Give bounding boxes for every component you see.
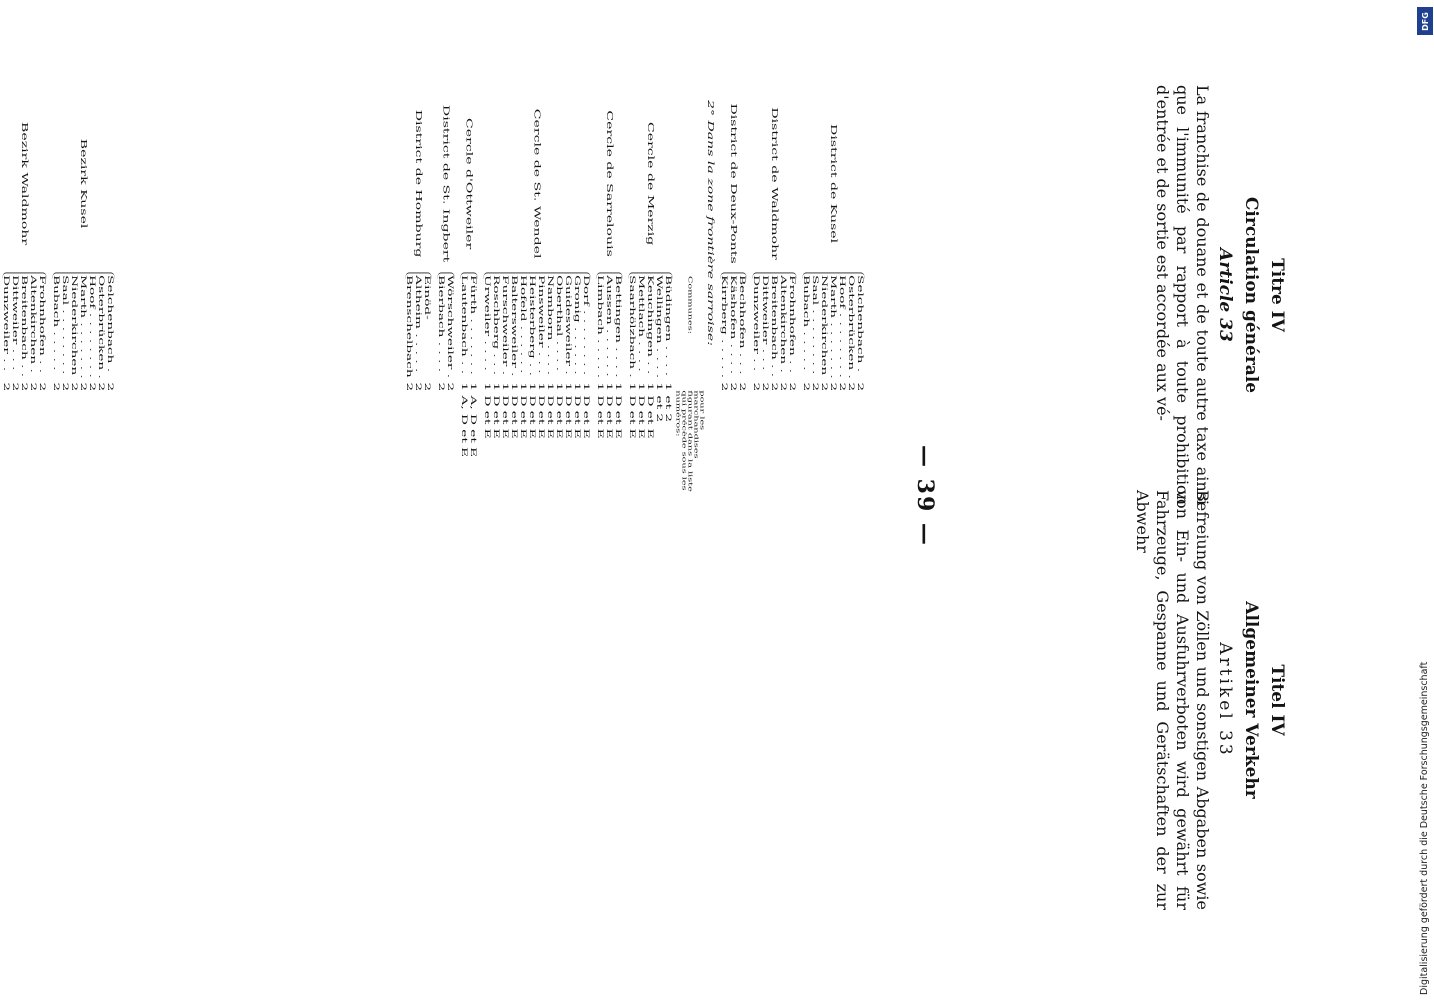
french-titre-sub: Circulation générale bbox=[1241, 196, 1261, 394]
french-cercle-entry bbox=[664, 275, 673, 479]
french-cercle-entry bbox=[655, 275, 664, 479]
commune-name: Wörschweiler . . . bbox=[446, 275, 455, 379]
commune-name: Marth . . . bbox=[79, 275, 88, 379]
french-col-communes: Communes: bbox=[687, 276, 694, 335]
french-district-group bbox=[752, 100, 797, 874]
french-cercle-entry bbox=[605, 275, 614, 479]
goods-numbers: 2 bbox=[802, 382, 811, 392]
french-cercle-entry bbox=[414, 275, 423, 479]
goods-numbers: 1 D et E bbox=[637, 382, 646, 439]
french-cercle-entry bbox=[446, 275, 455, 479]
french-cercle-entry bbox=[546, 275, 555, 479]
french-district-entry bbox=[847, 275, 856, 479]
dfg-logo bbox=[1417, 7, 1433, 35]
french-district-entry bbox=[788, 275, 797, 479]
commune-name: Pinsweiler . . . bbox=[537, 275, 546, 379]
commune-name: Frohnhofen . . . bbox=[788, 275, 797, 379]
french-cercle-label: Cercle de Merzig bbox=[646, 121, 656, 246]
commune-name: Niederkirchen . . . bbox=[820, 275, 829, 379]
commune-name: Fürth . . . bbox=[469, 275, 478, 379]
commune-name: Frohnhofen . . . bbox=[38, 275, 47, 379]
commune-name: Niederkirchen . . . bbox=[70, 275, 79, 379]
commune-name: Altenkirchen . . . bbox=[779, 275, 788, 379]
french-cercle-entry bbox=[573, 275, 582, 479]
german-title-block bbox=[1132, 490, 1290, 910]
german-district-entry bbox=[106, 275, 115, 479]
commune-name: Altheim . . . bbox=[414, 275, 423, 379]
commune-name: Breitenbach . . . bbox=[770, 275, 779, 379]
commune-name: Dunzweiler . . . bbox=[752, 275, 761, 379]
french-cercle-entry bbox=[637, 275, 646, 479]
commune-name: Breitenbach . . . bbox=[20, 275, 29, 379]
french-cercle-label: District de Homburg bbox=[414, 109, 424, 258]
goods-numbers: 2 bbox=[2, 382, 11, 392]
goods-numbers: 1 et 2 bbox=[655, 382, 664, 423]
french-district-entry bbox=[738, 275, 747, 479]
goods-numbers: 2 bbox=[437, 382, 446, 392]
french-article: Article 33 bbox=[1215, 248, 1235, 342]
german-district-entry bbox=[11, 275, 20, 479]
brace bbox=[628, 272, 673, 479]
commune-name: Mettlach . . . bbox=[637, 275, 646, 379]
brace bbox=[483, 272, 591, 479]
german-district-entry bbox=[20, 275, 29, 479]
french-cercle-entry bbox=[405, 275, 414, 479]
goods-numbers: 2 bbox=[788, 382, 797, 392]
digitization-credit: Digitalisierung gefördert durch die Deutsche Forschungsgemeinschaft bbox=[1419, 661, 1430, 995]
goods-numbers: 1 D et E bbox=[596, 382, 605, 439]
french-cercle-group bbox=[596, 100, 623, 874]
french-cercle-group bbox=[628, 100, 673, 874]
commune-name: Käshofen . . . bbox=[729, 275, 738, 379]
french-cercle-label: Cercle de St. Wendel bbox=[532, 108, 542, 259]
goods-numbers: 2 bbox=[779, 382, 788, 392]
commune-name: Bechhofen . . . bbox=[738, 275, 747, 379]
commune-name: Limbach . . . bbox=[596, 275, 605, 379]
french-district-entry bbox=[838, 275, 847, 479]
german-district-entry bbox=[79, 275, 88, 479]
goods-numbers: 1 D et E bbox=[614, 382, 623, 439]
goods-numbers: 2 bbox=[829, 382, 838, 392]
commune-name: Lautenbach . . . bbox=[460, 275, 469, 379]
commune-name: Hoof . . . bbox=[88, 275, 97, 379]
goods-numbers: 2 bbox=[29, 382, 38, 392]
german-titel: Titel IV bbox=[1267, 664, 1287, 736]
goods-numbers: 1 D et E bbox=[492, 382, 501, 439]
commune-name: Saarhölzbach . . . bbox=[628, 275, 637, 379]
brace bbox=[405, 272, 432, 479]
commune-name: Dittweiler . . . bbox=[761, 275, 770, 379]
goods-numbers: 1 D et E bbox=[510, 382, 519, 439]
french-cercle-entry bbox=[437, 275, 446, 479]
commune-name: Guidesweiler . . . bbox=[564, 275, 573, 379]
french-paragraph: La franchise de douane et de toute autre taxe ainsi que l'immunité par rapport à toute prohibition d'entrée et de sortie est accordée aux vé- bbox=[1153, 85, 1212, 505]
commune-name: Saal . . . bbox=[61, 275, 70, 379]
french-district-entry bbox=[729, 275, 738, 479]
german-district-entry bbox=[61, 275, 70, 479]
commune-name: Selchenbach . . . bbox=[856, 275, 865, 379]
goods-numbers: 2 bbox=[847, 382, 856, 392]
commune-name: Selchenbach . . . bbox=[106, 275, 115, 379]
french-district-entry bbox=[720, 275, 729, 479]
goods-numbers: 2 bbox=[761, 382, 770, 392]
french-titre: Titre IV bbox=[1267, 258, 1287, 332]
commune-name: Dittweiler . . . bbox=[11, 275, 20, 379]
french-district-label: District de Deux-Ponts bbox=[729, 103, 739, 264]
goods-numbers: 2 bbox=[38, 382, 47, 392]
french-cercle-group bbox=[483, 100, 591, 874]
goods-numbers: 1 D et E bbox=[537, 382, 546, 439]
french-cercle-entry bbox=[628, 275, 637, 479]
french-cercle-entry bbox=[555, 275, 564, 479]
french-district-entry bbox=[779, 275, 788, 479]
goods-numbers: 2 bbox=[88, 382, 97, 392]
goods-numbers: 2 bbox=[738, 382, 747, 392]
french-section-heading: 2° Dans la zone frontière sarroise: bbox=[706, 100, 716, 346]
goods-numbers: 1 D et E bbox=[582, 382, 591, 439]
german-district-entry bbox=[38, 275, 47, 479]
goods-numbers: 2 bbox=[20, 382, 29, 392]
french-title-block bbox=[1152, 85, 1290, 505]
french-district-entry bbox=[820, 275, 829, 479]
german-district-entry bbox=[97, 275, 106, 479]
brace bbox=[2, 272, 47, 479]
german-titel-sub: Allgemeiner Verkehr bbox=[1241, 601, 1261, 799]
french-district-group bbox=[802, 100, 865, 874]
commune-name: Altenkirchen . . . bbox=[29, 275, 38, 379]
french-cercle-entry bbox=[537, 275, 546, 479]
page-number: — 39 — bbox=[912, 445, 938, 547]
french-col-goods: pour les marchandises figurant dans la liste qui précède sous les numéros: bbox=[675, 390, 706, 492]
goods-numbers: 1 D et E bbox=[483, 382, 492, 439]
german-column bbox=[0, 100, 115, 874]
french-cercle-entry bbox=[501, 275, 510, 479]
goods-numbers: 2 bbox=[820, 382, 829, 392]
french-district-list bbox=[720, 100, 865, 874]
german-district-entry bbox=[29, 275, 38, 479]
goods-numbers: 2 bbox=[752, 382, 761, 392]
commune-name: Bierbach . . . bbox=[437, 275, 446, 379]
dfg-logo-text: DFG bbox=[1420, 11, 1430, 31]
german-district-label: Bezirk Kusel bbox=[79, 138, 89, 229]
goods-numbers: 2 bbox=[856, 382, 865, 392]
french-cercle-entry bbox=[460, 275, 469, 479]
brace bbox=[752, 272, 797, 479]
goods-numbers: 1 A, D et E bbox=[469, 382, 478, 458]
goods-numbers: 1 D et E bbox=[519, 382, 528, 439]
german-district-group bbox=[52, 100, 115, 874]
commune-name: Büdingen . . . bbox=[664, 275, 673, 379]
brace bbox=[802, 272, 865, 479]
french-column bbox=[400, 100, 865, 874]
goods-numbers: 1 D et E bbox=[564, 382, 573, 439]
commune-name: Wellingen . . . bbox=[655, 275, 664, 379]
commune-name: Marth . . . bbox=[829, 275, 838, 379]
commune-name: Dorf . . . bbox=[582, 275, 591, 379]
goods-numbers: 2 bbox=[70, 382, 79, 392]
german-district-entry bbox=[2, 275, 11, 479]
french-district-label: District de Kusel bbox=[829, 124, 839, 244]
commune-name: Einöd- . . . bbox=[423, 275, 432, 379]
goods-numbers: 2 bbox=[811, 382, 820, 392]
commune-name: Bettingen . . . bbox=[614, 275, 623, 379]
german-artikel: Artikel 33 bbox=[1215, 642, 1235, 758]
goods-numbers: 1 D et E bbox=[528, 382, 537, 439]
german-district-group bbox=[2, 100, 47, 874]
commune-name: Bubach . . . bbox=[52, 275, 61, 379]
french-cercle-entry bbox=[582, 275, 591, 479]
brace bbox=[437, 272, 455, 479]
brace bbox=[460, 272, 478, 479]
french-cercle-entry bbox=[519, 275, 528, 479]
german-district-entry bbox=[70, 275, 79, 479]
french-district-group bbox=[720, 100, 747, 874]
commune-name: Hoof . . . bbox=[838, 275, 847, 379]
brace bbox=[596, 272, 623, 479]
commune-name: Dunzweiler . . . bbox=[2, 275, 11, 379]
french-cercle-entry bbox=[423, 275, 432, 479]
french-cercle-group bbox=[460, 100, 478, 874]
goods-numbers: 2 bbox=[61, 382, 70, 392]
goods-numbers: 2 bbox=[838, 382, 847, 392]
french-district-entry bbox=[856, 275, 865, 479]
french-cercle-entry bbox=[469, 275, 478, 479]
french-cercle-entry bbox=[564, 275, 573, 479]
goods-numbers: 2 bbox=[729, 382, 738, 392]
goods-numbers: 1 D et E bbox=[555, 382, 564, 439]
commune-name: Namborn . . . bbox=[546, 275, 555, 379]
commune-name: Saal . . . bbox=[811, 275, 820, 379]
german-district-entry bbox=[52, 275, 61, 479]
commune-name: Oberthal . . . bbox=[555, 275, 564, 379]
goods-numbers: 2 bbox=[770, 382, 779, 392]
commune-name: Urweiler . . . bbox=[483, 275, 492, 379]
german-district-label: Bezirk Waldmohr bbox=[20, 122, 30, 246]
goods-numbers: 2 bbox=[11, 382, 20, 392]
commune-name: Osterbrücken . . . bbox=[847, 275, 856, 379]
german-district-list bbox=[0, 100, 115, 874]
french-cercle-entry bbox=[492, 275, 501, 479]
goods-numbers: 1 D et E bbox=[573, 382, 582, 439]
commune-name: Aussen . . . bbox=[605, 275, 614, 379]
goods-numbers: 1 A, D et E bbox=[460, 382, 469, 458]
french-cercle-entry bbox=[510, 275, 519, 479]
french-district-entry bbox=[811, 275, 820, 479]
french-cercle-label: Cercle de Sarrelouis bbox=[605, 110, 615, 257]
goods-numbers: 2 bbox=[720, 382, 729, 392]
commune-name: Heisterberg . . . bbox=[528, 275, 537, 379]
french-district-entry bbox=[770, 275, 779, 479]
french-cercle-group bbox=[437, 100, 455, 874]
goods-numbers: 2 bbox=[52, 382, 61, 392]
commune-name: Hofeld . . . bbox=[519, 275, 528, 379]
french-cercle-label: District de St. Ingbert bbox=[441, 104, 451, 263]
commune-name: Keuchingen . . . bbox=[646, 275, 655, 379]
goods-numbers: 1 D et E bbox=[646, 382, 655, 439]
french-cercle-entry bbox=[483, 275, 492, 479]
french-cercle-label: Cercle d'Ottweiler bbox=[464, 117, 474, 250]
goods-numbers: 1 D et E bbox=[605, 382, 614, 439]
goods-numbers: 1 D et E bbox=[546, 382, 555, 439]
french-cercle-entry bbox=[614, 275, 623, 479]
goods-numbers: 2 bbox=[97, 382, 106, 392]
commune-name: Osterbrücken . . . bbox=[97, 275, 106, 379]
brace bbox=[720, 272, 747, 479]
french-cercle-entry bbox=[646, 275, 655, 479]
french-cercle-entry bbox=[528, 275, 537, 479]
french-kreis-list bbox=[405, 100, 673, 874]
french-district-entry bbox=[802, 275, 811, 479]
french-district-entry bbox=[829, 275, 838, 479]
commune-name: Bubach . . . bbox=[802, 275, 811, 379]
commune-name: Roschberg . . . bbox=[492, 275, 501, 379]
commune-name: Furschweiler . . . bbox=[501, 275, 510, 379]
german-district-entry bbox=[88, 275, 97, 479]
goods-numbers: 1 et 2 bbox=[664, 382, 673, 423]
german-paragraph: Befreiung von Zöllen und sonstigen Abgaben sowie von Ein- und Ausfuhrverboten wird gewährt für Fahrzeuge, Gespanne und Gerätschaften der zur Abwehr bbox=[1133, 490, 1212, 910]
french-district-label: District de Waldmohr bbox=[770, 107, 780, 260]
goods-numbers: 1 D et E bbox=[628, 382, 637, 439]
goods-numbers: 2 bbox=[79, 382, 88, 392]
goods-numbers: 2 bbox=[423, 382, 432, 392]
commune-name: Baltersweiler . . . bbox=[510, 275, 519, 379]
french-cercle-group bbox=[405, 100, 432, 874]
french-cercle-entry bbox=[596, 275, 605, 479]
commune-name: Kirrberg . . . bbox=[720, 275, 729, 379]
goods-numbers: 2 bbox=[106, 382, 115, 392]
commune-name: Brenschelbach . . . bbox=[405, 275, 414, 379]
goods-numbers: 2 bbox=[446, 382, 455, 392]
brace bbox=[52, 272, 115, 479]
french-district-entry bbox=[761, 275, 770, 479]
commune-name: Gronig . . . bbox=[573, 275, 582, 379]
goods-numbers: 2 bbox=[405, 382, 414, 392]
goods-numbers: 1 D et E bbox=[501, 382, 510, 439]
french-district-entry bbox=[752, 275, 761, 479]
goods-numbers: 2 bbox=[414, 382, 423, 392]
